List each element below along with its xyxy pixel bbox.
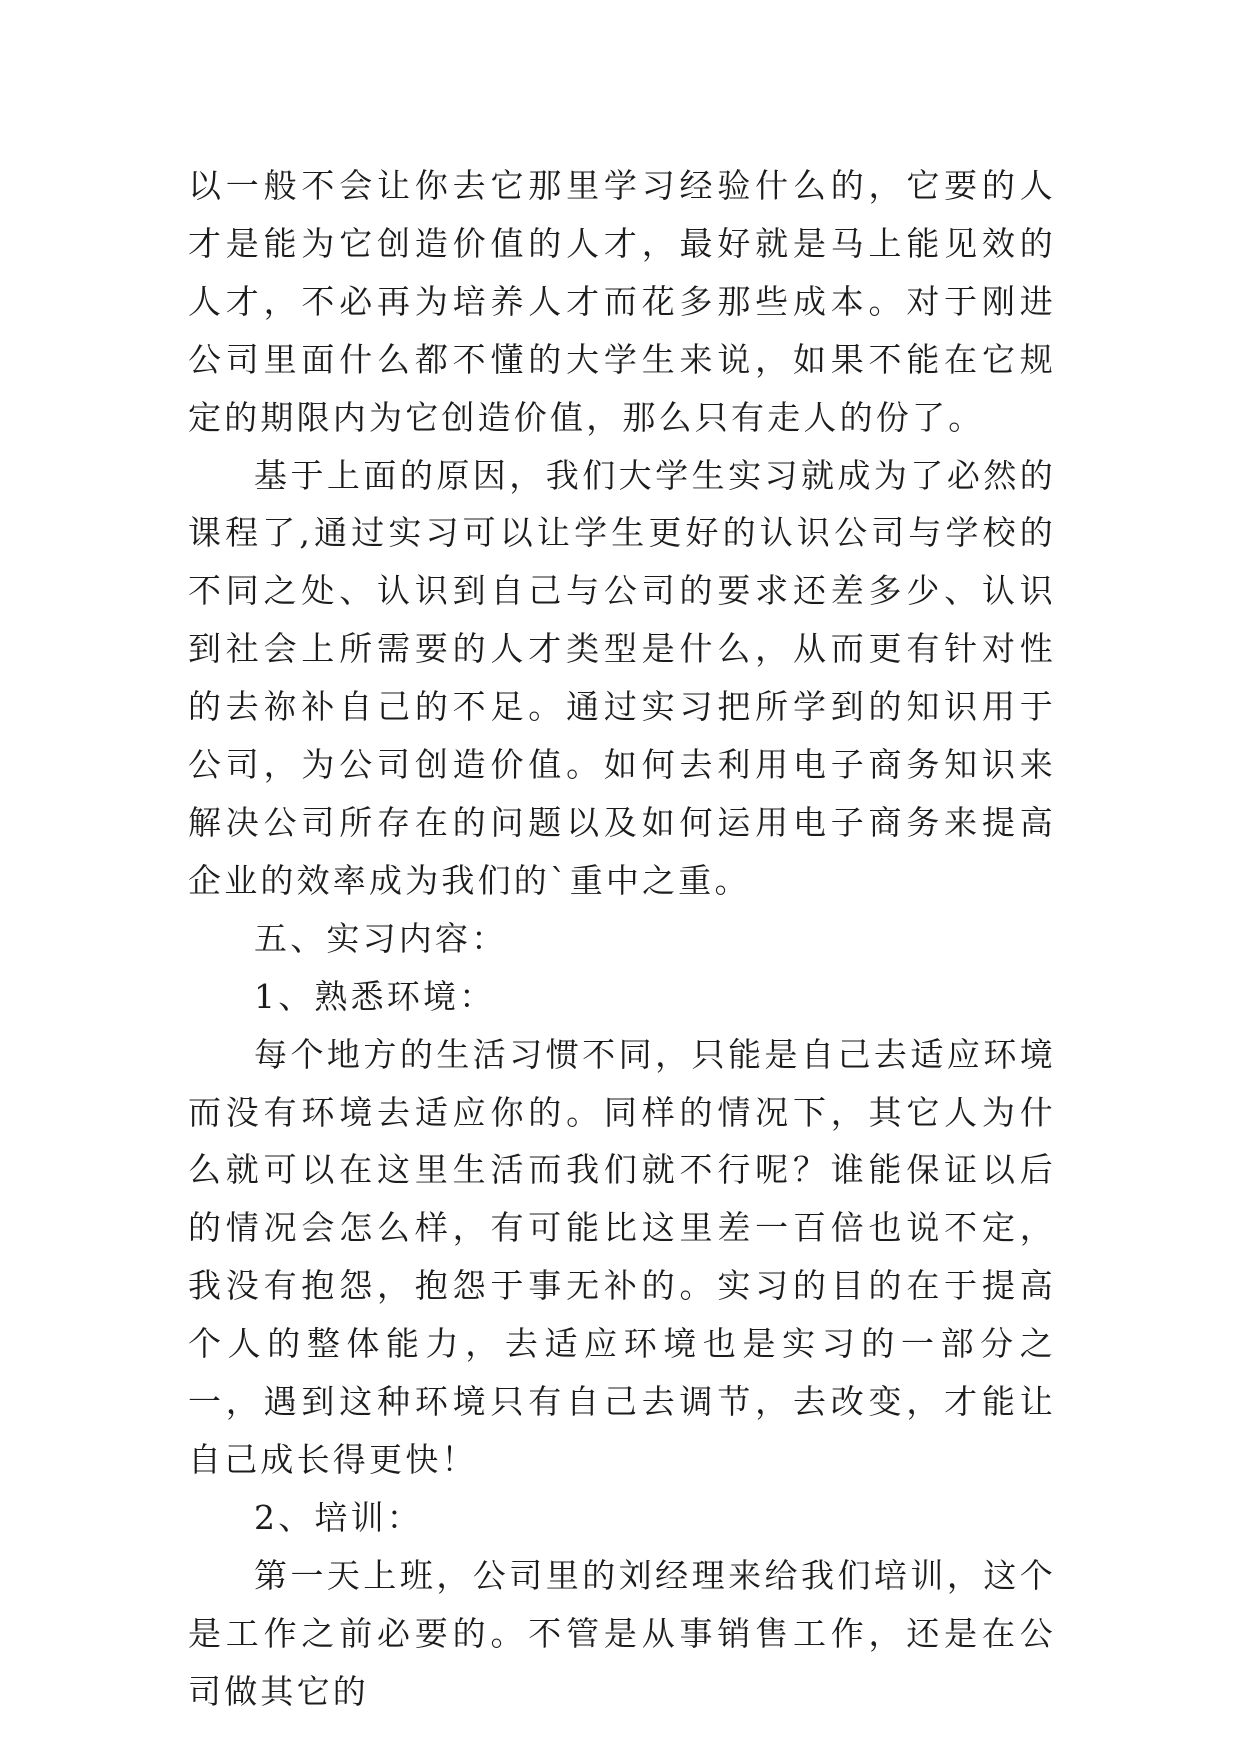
document-body <box>188 157 1056 1720</box>
paragraph-4: 第一天上班，公司里的刘经理来给我们培训，这个是工作之前必要的。不管是从事销售工作，还是在公司做其它的 <box>188 1555 1056 1711</box>
subheading-training: 2、培训： <box>254 1497 423 1537</box>
section-heading-internship-content: 五、实习内容： <box>254 918 508 958</box>
paragraph-2: 基于上面的原因，我们大学生实习就成为了必然的课程了,通过实习可以让学生更好的认识公司与学校的不同之处、认识到自己与公司的要求还差多少、认识到社会上所需要的人才类型是什么，从而更有针对性的去祢补自己的不足。通过实习把所学到的知识用于公司，为公司创造价值。如何去利用电子商务知识来解决公司所存在的问题以及如何运用电子商务来提高企业的效率成为我们的`重中之重。 <box>188 455 1056 900</box>
paragraph-1: 以一般不会让你去它那里学习经验什么的，它要的人才是能为它创造价值的人才，最好就是马上能见效的人才，不必再为培养人才而花多那些成本。对于刚进公司里面什么都不懂的大学生来说，如果不能在它规定的期限内为它创造价值，那么只有走人的份了。 <box>188 166 1056 437</box>
paragraph-3: 每个地方的生活习惯不同，只能是自己去适应环境而没有环境去适应你的。同样的情况下，其它人为什么就可以在这里生活而我们就不行呢？谁能保证以后的情况会怎么样，有可能比这里差一百倍也说不定，我没有抱怨，抱怨于事无补的。实习的目的在于提高个人的整体能力，去适应环境也是实习的一部分之一，遇到这种环境只有自己去调节，去改变，才能让自己成长得更快！ <box>188 1034 1056 1479</box>
subheading-familiarize-environment: 1、熟悉环境： <box>254 976 496 1016</box>
